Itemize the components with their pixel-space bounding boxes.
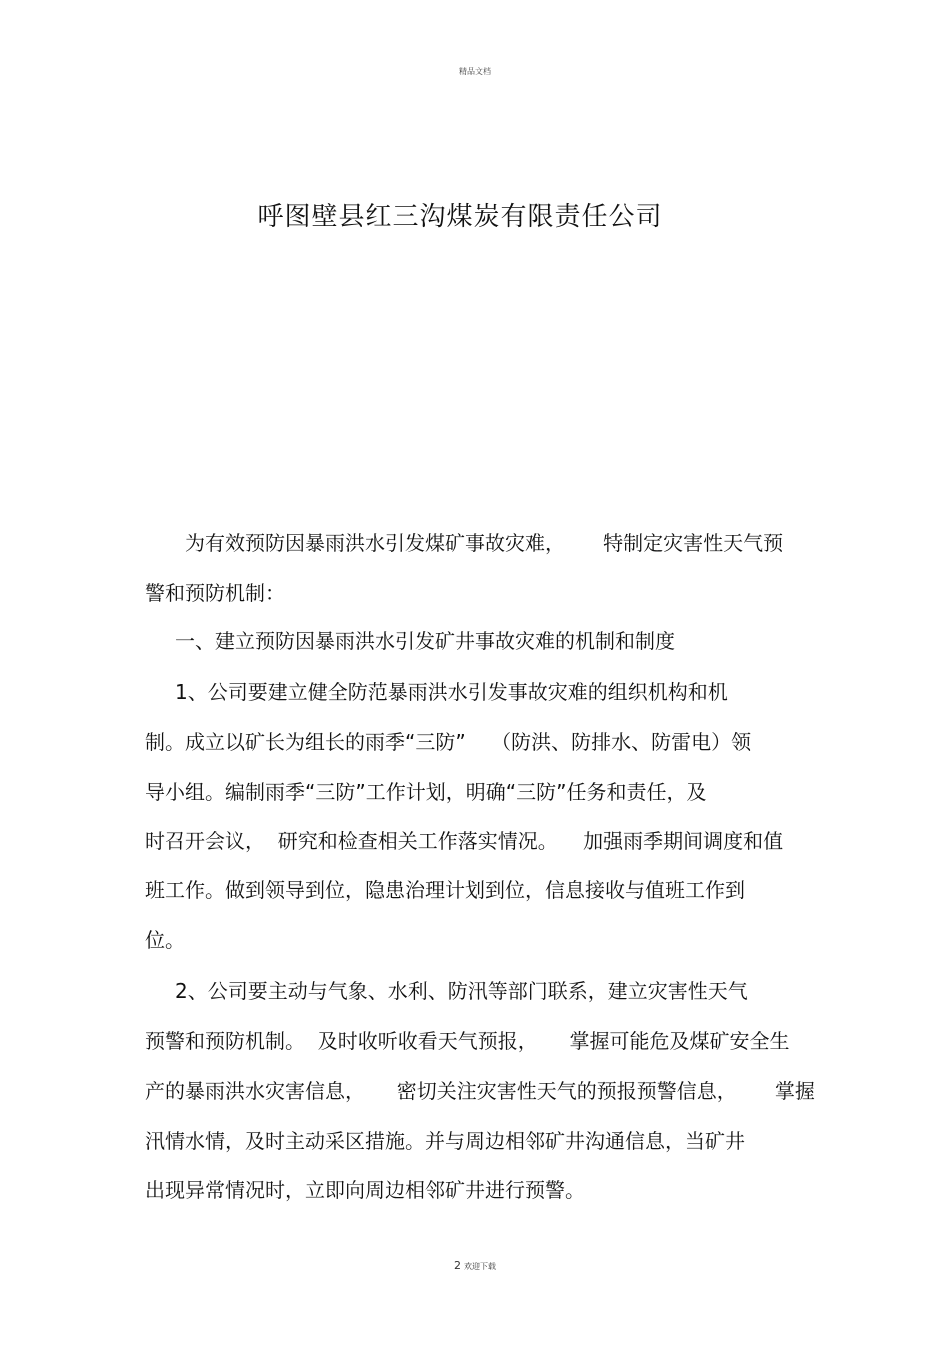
paragraph-line: 时召开会议， 研究和检查相关工作落实情况。 加强雨季期间调度和值	[145, 829, 784, 853]
page-footer	[0, 1259, 950, 1272]
paragraph-line: 制。成立以矿长为组长的雨季“三防” （防洪、防排水、防雷电）领	[145, 730, 752, 754]
footer-text: 欢迎下载	[464, 1262, 496, 1271]
document-title: 呼图壁县红三沟煤炭有限责任公司	[257, 202, 663, 232]
paragraph-line: 班工作。做到领导到位，隐患治理计划到位，信息接收与值班工作到	[145, 878, 745, 902]
paragraph-line: 汛情水情，及时主动采区措施。并与周边相邻矿井沟通信息，当矿井	[145, 1129, 745, 1153]
paragraph-line: 导小组。编制雨季“三防”工作计划，明确“三防”任务和责任，及	[145, 780, 707, 804]
paragraph-line: 2、公司要主动与气象、水利、防汛等部门联系，建立灾害性天气	[175, 979, 748, 1003]
paragraph-line: 1、公司要建立健全防范暴雨洪水引发事故灾难的组织机构和机	[175, 680, 728, 704]
paragraph-line: 预警和预防机制。 及时收听收看天气预报， 掌握可能危及煤矿安全生	[145, 1029, 790, 1053]
paragraph-line: 警和预防机制：	[145, 581, 285, 605]
paragraph-line: 为有效预防因暴雨洪水引发煤矿事故灾难， 特制定灾害性天气预	[185, 531, 784, 555]
page-header: 精品文档	[459, 67, 491, 76]
paragraph-line: 出现异常情况时，立即向周边相邻矿井进行预警。	[145, 1178, 585, 1202]
paragraph-line: 产的暴雨洪水灾害信息， 密切关注灾害性天气的预报预警信息， 掌握	[145, 1079, 815, 1103]
section-heading: 一、建立预防因暴雨洪水引发矿井事故灾难的机制和制度	[175, 629, 675, 653]
paragraph-line: 位。	[145, 928, 185, 952]
page-number: 2	[454, 1259, 461, 1272]
